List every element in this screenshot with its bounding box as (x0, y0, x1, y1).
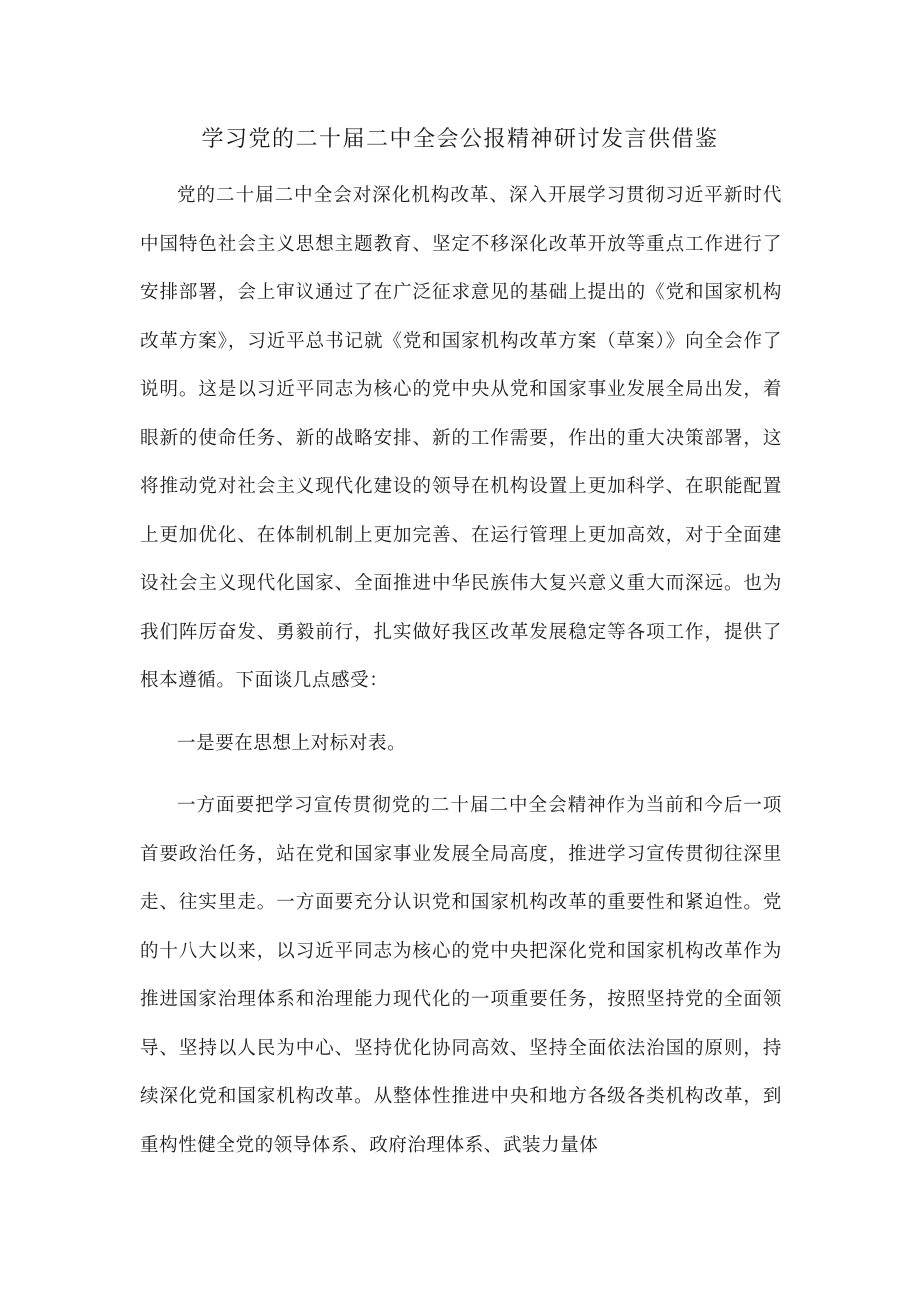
document-body (140, 172, 782, 1184)
document-title: 学习党的二十届二中全会公报精神研讨发言供借鉴 (201, 127, 719, 152)
paragraph-heading-one: 一是要在思想上对标对表。 (177, 732, 407, 754)
paragraph-intro: 党的二十届二中全会对深化机构改革、深入开展学习贯彻习近平新时代中国特色社会主义思想主题教育、坚定不移深化改革开放等重点工作进行了安排部署，会上审议通过了在广泛征求意见的基础上提出的《党和国家机构改革方案》，习近平总书记就《党和国家机构改革方案（草案）》向全会作了说明。这是以习近平同志为核心的党中央从党和国家事业发展全局出发，着眼新的使命任务、新的战略安排、新的工作需要，作出的重大决策部署，这将推动党对社会主义现代化建设的领导在机构设置上更加科学、在职能配置上更加优化、在体制机制上更加完善、在运行管理上更加高效，对于全面建设社会主义现代化国家、全面推进中华民族伟大复兴意义重大而深远。也为我们阵厉奋发、勇毅前行，扎实做好我区改革发展稳定等各项工作，提供了根本遵循。下面谈几点感受： (140, 185, 782, 691)
paragraph-point-one: 一方面要把学习宣传贯彻党的二十届二中全会精神作为当前和今后一项首要政治任务，站在党和国家事业发展全局高度，推进学习宣传贯彻往深里走、往实里走。一方面要充分认识党和国家机构改革的重要性和紧迫性。党的十八大以来，以习近平同志为核心的党中央把深化党和国家机构改革作为推进国家治理体系和治理能力现代化的一项重要任务，按照坚持党的全面领导、坚持以人民为中心、坚持优化协同高效、坚持全面依法治国的原则，持续深化党和国家机构改革。从整体性推进中央和地方各级各类机构改革，到重构性健全党的领导体系、政府治理体系、武装力量体 (140, 795, 782, 1156)
